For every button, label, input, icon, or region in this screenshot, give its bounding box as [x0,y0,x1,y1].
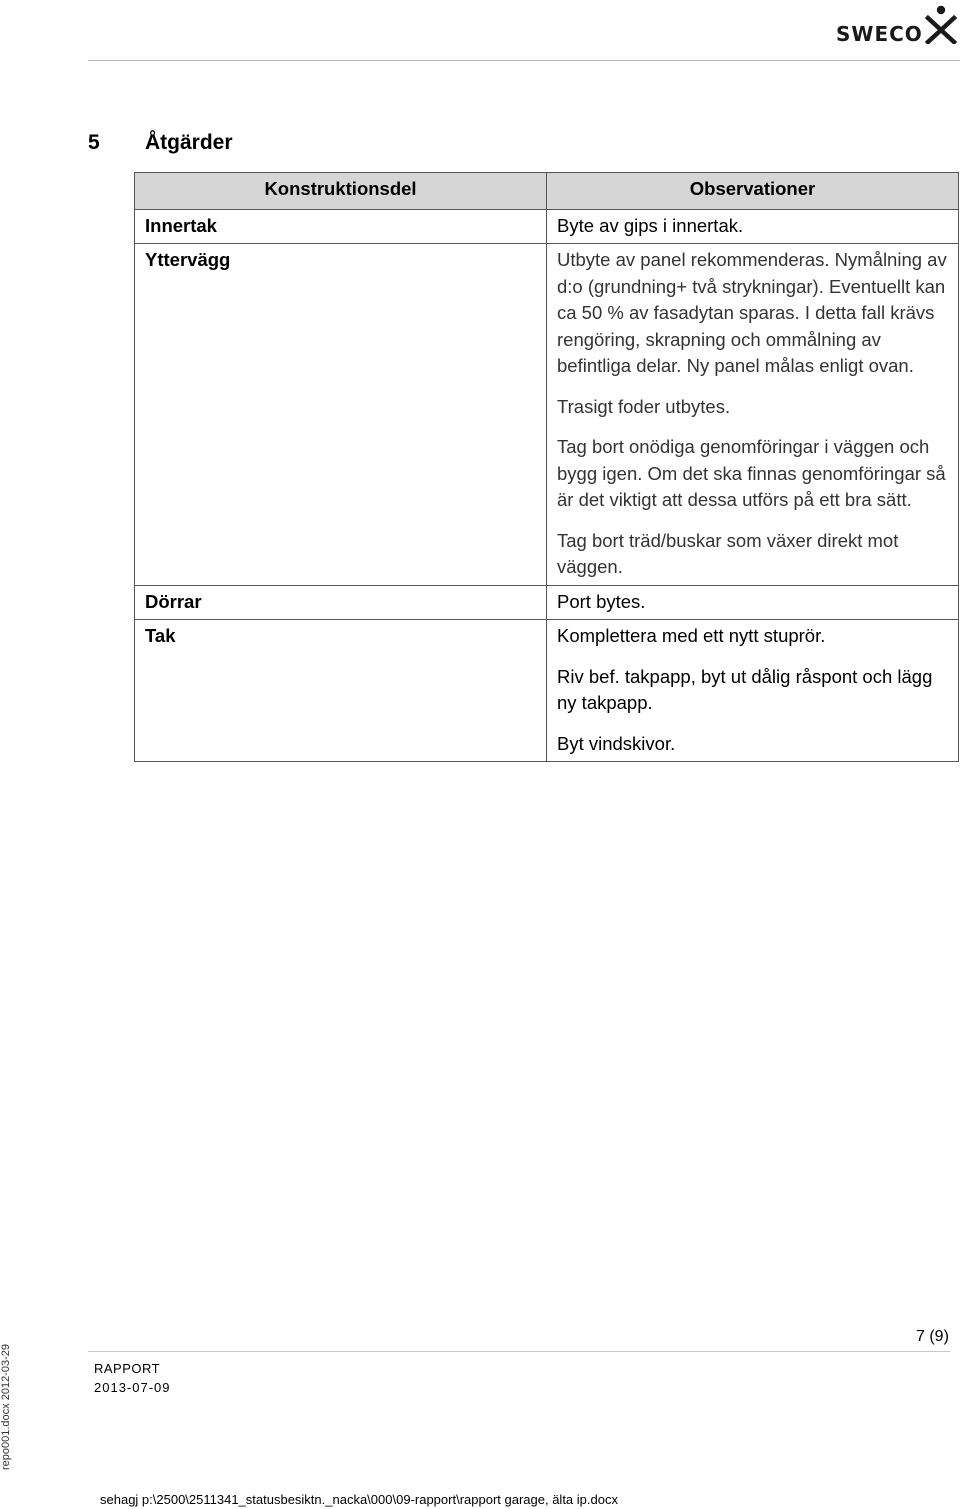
row-part: Tak [135,620,547,762]
observation-text: Byt vindskivor. [557,732,676,754]
observation-text: Tag bort onödiga genomföringar i väggen och bygg igen. Om det ska finnas genomföringar så är det viktigt att dessa utförs på ett bra sätt. [557,436,946,510]
table-header-row [135,173,959,210]
row-observations [547,620,959,762]
header-rule [88,60,960,61]
row-observations [547,244,959,586]
column-header-part: Konstruktionsdel [135,173,547,210]
template-reference: repo001.docx 2012-03-29 [0,1344,12,1470]
observation-text: Komplettera med ett nytt stuprör. [557,625,826,646]
observation-text: Port bytes. [557,590,646,612]
observation-text: Trasigt foder utbytes. [557,395,731,417]
sweco-logo [832,4,958,48]
sweco-mark-icon [924,4,958,44]
file-path: sehagj p:\2500\2511341_statusbesiktn._nacka\000\09-rapport\rapport garage, älta ip.docx [100,1492,618,1507]
footer-rule [88,1351,950,1352]
table-row [135,209,959,244]
row-observations [547,209,959,244]
table-row [135,620,959,762]
observation-text: Utbyte av panel rekommenderas. Nymålning av d:o (grundning+ två strykningar). Eventuellt kan ca 50 % av fasadytan sparas. I detta fall krävs rengöring, skrapning och ommålning av befintliga delar. Ny panel målas enligt ovan. [557,249,947,376]
document-type: RAPPORT [94,1361,161,1376]
row-observations [547,585,959,620]
observation-text: Tag bort träd/buskar som växer direkt mot väggen. [557,529,899,577]
section-heading [88,131,233,155]
actions-table [134,172,959,762]
document-date: 2013-07-09 [94,1380,171,1395]
observation-text: Byte av gips i innertak. [557,214,744,236]
row-part: Yttervägg [135,244,547,586]
page-number: 7 (9) [916,1328,949,1345]
column-header-observations: Observationer [547,173,959,210]
row-part: Innertak [135,209,547,244]
section-number: 5 [88,131,100,154]
observation-text: Riv bef. takpapp, byt ut dålig råspont och lägg ny takpapp. [557,665,933,713]
section-title: Åtgärder [145,131,233,154]
row-part: Dörrar [135,585,547,620]
table-row [135,244,959,586]
logo-text: SWECO [836,22,923,46]
table-row [135,585,959,620]
